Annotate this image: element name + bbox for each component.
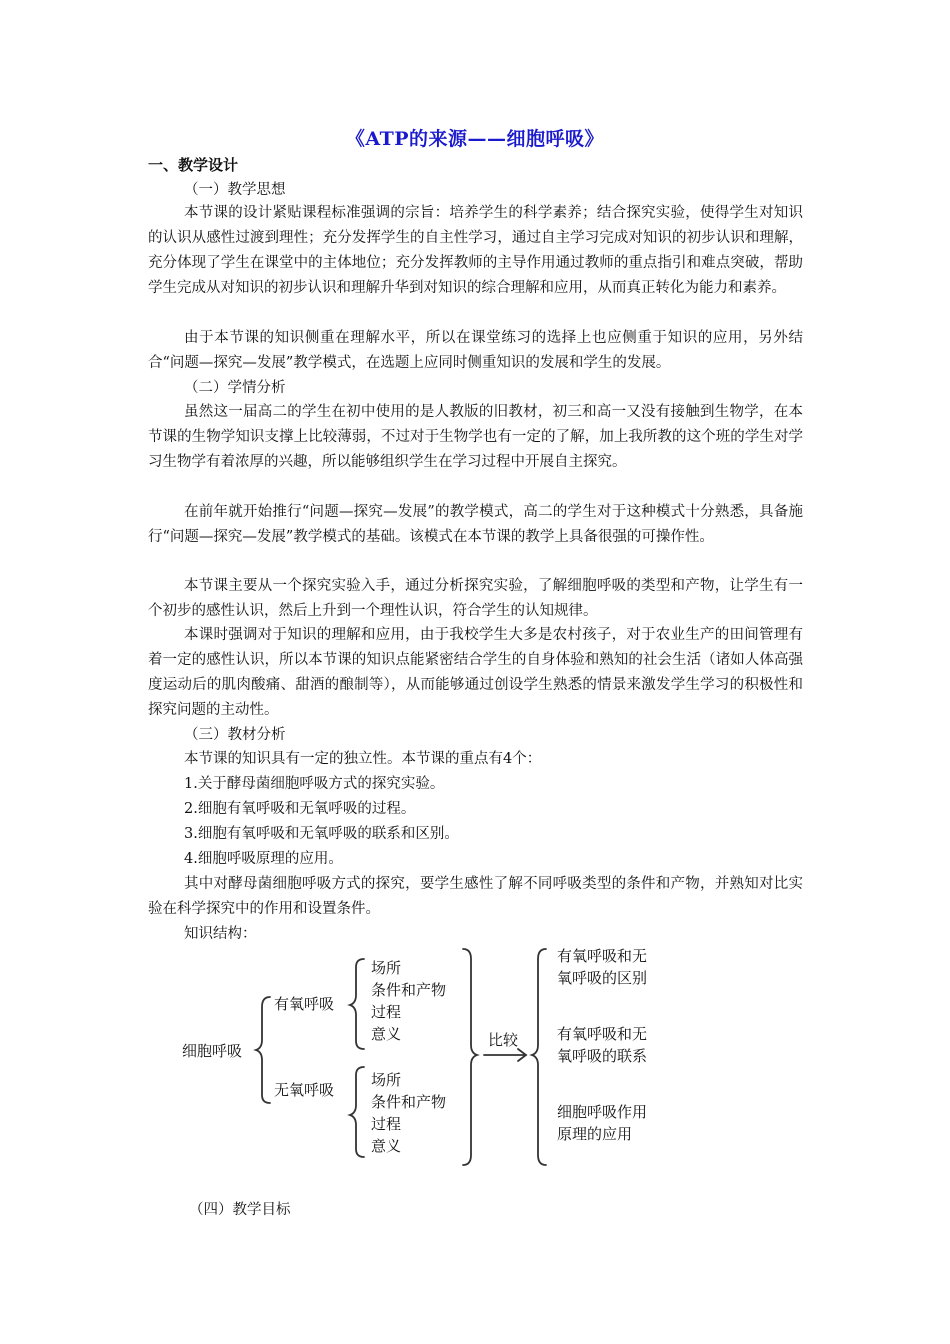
anaerobic-items <box>371 1069 446 1157</box>
compare-label: 比较 <box>488 1031 519 1049</box>
list-item: 意义 <box>371 1025 402 1043</box>
aerobic-brace <box>350 959 364 1049</box>
subsection-heading: （一）教学思想 <box>184 182 286 198</box>
collect-brace <box>463 949 477 1165</box>
list-item: 过程 <box>371 1003 402 1021</box>
aerobic-label: 有氧呼吸 <box>274 995 335 1013</box>
knowledge-structure-label: 知识结构： <box>184 926 257 942</box>
paragraph: 虽然这一届高二的学生在初中使用的是人教版的旧教材，初三和高一又没有接触到生物学，在本节课的生物学知识支撑上比较薄弱，不过对于生物学也有一定的了解，加上我所教的这个班的学生对学习生物学有着浓厚的兴趣，所以能够组织学生在学习过程中开展自主探究。 <box>148 404 803 470</box>
paragraph: 其中对酵母菌细胞呼吸方式的探究，要学生感性了解不同呼吸类型的条件和产物，并熟知对比实验在科学探究中的作用和设置条件。 <box>148 876 803 917</box>
aerobic-items <box>371 957 446 1045</box>
list-item: 2.细胞有氧呼吸和无氧呼吸的过程。 <box>184 801 416 817</box>
list-item: 条件和产物 <box>371 981 447 999</box>
root-label: 细胞呼吸 <box>182 1042 243 1060</box>
root-brace <box>256 997 270 1103</box>
list-item: 场所 <box>371 959 402 977</box>
anaerobic-label: 无氧呼吸 <box>274 1081 335 1099</box>
paragraph: 本节课的知识具有一定的独立性。本节课的重点有4个： <box>184 751 542 767</box>
anaerobic-brace <box>350 1067 364 1157</box>
paragraph: 本节课的设计紧贴课程标准强调的宗旨：培养学生的科学素养；结合探究实验，使得学生对知识的认识从感性过渡到理性；充分发挥学生的自主性学习，通过自主学习完成对知识的初步认识和理解，充分体现了学生在课堂中的主体地位；充分发挥教师的主导作用通过教师的重点指引和难点突破，帮助学生完成从对知识的初步认识和理解升华到对知识的综合理解和应用，从而真正转化为能力和素养。 <box>148 205 803 296</box>
paragraph: 本课时强调对于知识的理解和应用，由于我校学生大多是农村孩子，对于农业生产的田间管理有着一定的感性认识，所以本节课的知识点能紧密结合学生的自身体验和熟知的社会生活（诸如人体高强度运动后的肌肉酸痛、甜酒的酿制等），从而能够通过创设学生熟悉的情景来激发学生学习的积极性和探究问题的主动性。 <box>148 627 803 718</box>
result-brace <box>532 949 546 1165</box>
section-heading: 一、教学设计 <box>148 156 239 174</box>
list-item: 场所 <box>371 1071 402 1089</box>
result-item: 有氧呼吸和无氧呼吸的联系 <box>557 1025 648 1065</box>
list-item: 意义 <box>371 1137 402 1155</box>
result-item: 有氧呼吸和无氧呼吸的区别 <box>557 947 648 987</box>
list-item: 3.细胞有氧呼吸和无氧呼吸的联系和区别。 <box>184 826 459 842</box>
result-item: 细胞呼吸作用原理的应用 <box>557 1103 648 1143</box>
list-item: 过程 <box>371 1115 402 1133</box>
knowledge-structure-diagram <box>178 945 658 1175</box>
subsection-heading: （二）学情分析 <box>184 380 286 396</box>
subsection-heading: （四）教学目标 <box>189 1202 291 1218</box>
list-item: 1.关于酵母菌细胞呼吸方式的探究实验。 <box>184 776 445 792</box>
list-item: 条件和产物 <box>371 1093 447 1111</box>
subsection-heading: （三）教材分析 <box>184 727 286 743</box>
paragraph: 本节课主要从一个探究实验入手，通过分析探究实验，了解细胞呼吸的类型和产物，让学生有一个初步的感性认识，然后上升到一个理性认识，符合学生的认知规律。 <box>148 578 803 619</box>
document-title: 《ATP的来源——细胞呼吸》 <box>345 128 605 150</box>
list-item: 4.细胞呼吸原理的应用。 <box>184 851 343 867</box>
paragraph: 在前年就开始推行“问题—探究—发展”的教学模式，高二的学生对于这种模式十分熟悉，具备施行“问题—探究—发展”教学模式的基础。该模式在本节课的教学上具备很强的可操作性。 <box>148 504 803 545</box>
paragraph: 由于本节课的知识侧重在理解水平，所以在课堂练习的选择上也应侧重于知识的应用，另外结合“问题—探究—发展”教学模式，在选题上应同时侧重知识的发展和学生的发展。 <box>148 330 803 371</box>
